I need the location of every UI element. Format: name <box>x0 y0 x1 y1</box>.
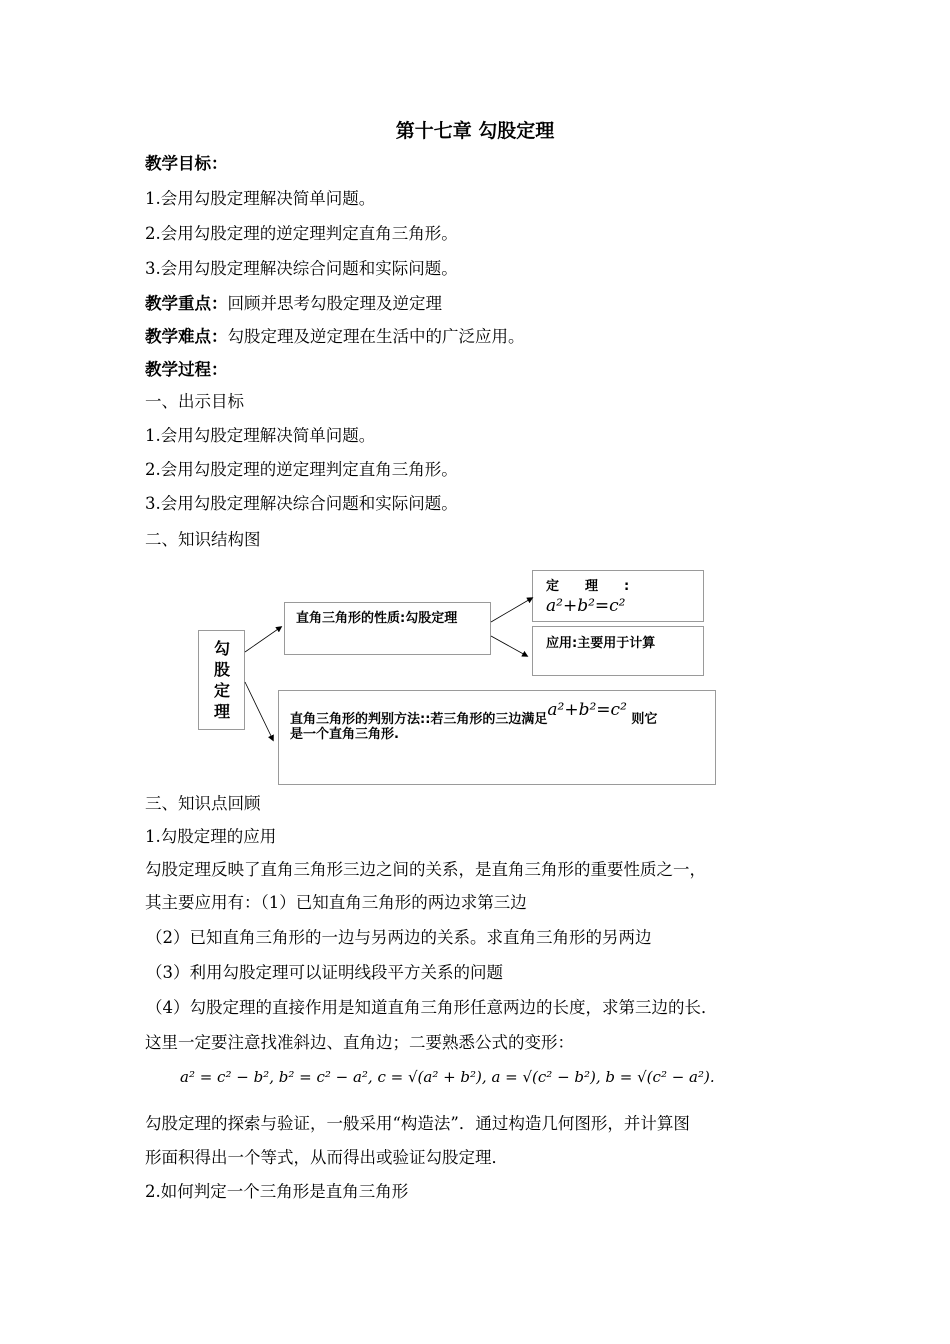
section1-item: 1.会用勾股定理解决简单问题。 <box>145 426 376 445</box>
section-heading: 二、知识结构图 <box>145 530 261 549</box>
arrow-property-to-application <box>491 636 527 656</box>
process-heading: 教学过程： <box>145 360 228 379</box>
difficulty <box>145 325 525 349</box>
diagram-theorem-box <box>532 570 704 622</box>
application-item: （2）已知直角三角形的一边与另两边的关系。求直角三角形的另两边 <box>146 928 652 947</box>
page-title: 第十七章 勾股定理 <box>395 120 555 142</box>
diagram-application-box <box>532 626 704 676</box>
diagram-application-label: 应用:主要用于计算 <box>546 636 656 651</box>
section1-item: 3.会用勾股定理解决综合问题和实际问题。 <box>145 494 458 513</box>
key-point <box>145 292 442 316</box>
subsection-heading: 2.如何判定一个三角形是直角三角形 <box>145 1182 409 1201</box>
diagram-root-label: 勾股定理 <box>213 639 230 721</box>
difficulty-text: 勾股定理及逆定理在生活中的广泛应用。 <box>227 327 525 346</box>
diagram-property-label: 直角三角形的性质:勾股定理 <box>296 611 458 626</box>
diagram-property-box <box>284 602 491 655</box>
diagram-theorem-formula: a²+b²=c² <box>546 596 626 616</box>
application-item: （4）勾股定理的直接作用是知道直角三角形任意两边的长度，求第三边的长． <box>146 998 718 1017</box>
diagram-criterion-formula: a²+b²=c² <box>547 700 627 720</box>
diagram-criterion-line2: 是一个直角三角形. <box>290 727 399 742</box>
goal-item: 3.会用勾股定理解决综合问题和实际问题。 <box>145 259 458 278</box>
application-item: （3）利用勾股定理可以证明线段平方关系的问题 <box>146 963 503 982</box>
arrow-property-to-theorem <box>491 598 532 622</box>
key-point-label: 教学重点： <box>145 294 228 313</box>
section1-item: 2.会用勾股定理的逆定理判定直角三角形。 <box>145 460 458 479</box>
subsection-heading: 1.勾股定理的应用 <box>145 827 277 846</box>
paragraph-line: 其主要应用有：（1）已知直角三角形的两边求第三边 <box>145 893 527 912</box>
section-heading: 一、出示目标 <box>145 392 244 411</box>
diagram-theorem-label: 定 理 : <box>546 579 630 594</box>
goals-heading: 教学目标： <box>145 154 228 173</box>
diagram-criterion-box <box>278 690 716 785</box>
paragraph-line: 勾股定理反映了直角三角形三边之间的关系，是直角三角形的重要性质之一， <box>145 860 706 879</box>
paragraph-line: 这里一定要注意找准斜边、直角边；二要熟悉公式的变形： <box>145 1033 574 1052</box>
paragraph-line: 形面积得出一个等式，从而得出或验证勾股定理． <box>145 1148 508 1167</box>
arrow-root-to-property <box>245 627 281 652</box>
section-heading: 三、知识点回顾 <box>145 794 261 813</box>
formula-variants: a² = c² − b², b² = c² − a², c = √(a² + b²), a = √(c² − b²), b = √(c² − a²). <box>180 1068 715 1086</box>
arrow-root-to-criterion <box>245 682 273 740</box>
diagram-criterion-text: 直角三角形的判别方法::若三角形的三边满足 <box>290 712 548 727</box>
diagram-root-box <box>198 630 245 730</box>
diagram-criterion-tail: 则它 <box>631 712 658 727</box>
key-point-text: 回顾并思考勾股定理及逆定理 <box>227 294 442 313</box>
goal-item: 2.会用勾股定理的逆定理判定直角三角形。 <box>145 224 458 243</box>
paragraph-line: 勾股定理的探索与验证，一般采用“构造法”．通过构造几何图形，并计算图 <box>145 1114 690 1133</box>
difficulty-label: 教学难点： <box>145 327 228 346</box>
goal-item: 1.会用勾股定理解决简单问题。 <box>145 189 376 208</box>
